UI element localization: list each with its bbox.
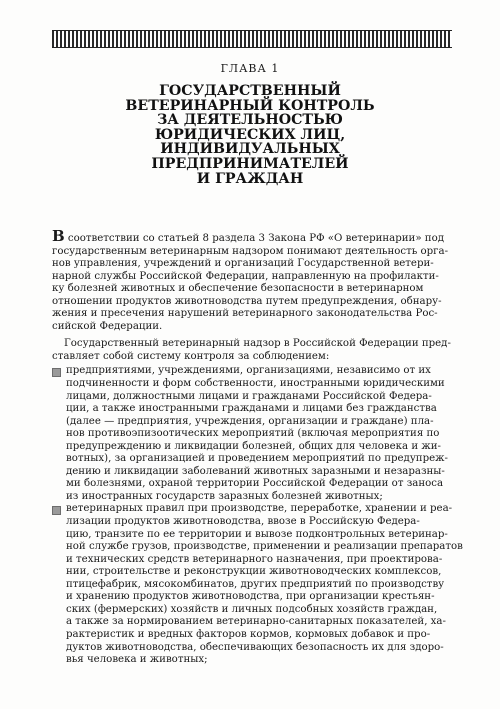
text-line: нов противоэпизоотических мероприятий (включая мероприятия по xyxy=(66,428,440,440)
decorative-header-band xyxy=(52,30,452,48)
text-line: из иностранных государств заразных болезней животных; xyxy=(66,490,383,502)
text-line: цию, транзите по ее территории и вывозе подконтрольных ветеринар- xyxy=(66,528,448,540)
text-line: и технических средств ветеринарного назначения, при проектирова- xyxy=(66,553,443,565)
bullet-list xyxy=(52,365,463,666)
text-line: Государственный ветеринарный надзор в Российской Федерации пред- xyxy=(64,338,451,350)
text-line: нарной службы Российской Федерации, направленную на профилакти- xyxy=(52,270,439,282)
text-line: дуктов животноводства, обеспечивающих безопасность их для здоро- xyxy=(66,641,444,653)
title-line: ИНДИВИДУАЛЬНЫХ xyxy=(160,141,340,158)
title-line: ГОСУДАРСТВЕННЫЙ xyxy=(159,83,341,99)
text-line: нии, строительстве и реконструкции животноводческих комплексов, xyxy=(66,566,442,578)
text-line: лизации продуктов животноводства, ввозе в Российскую Федера- xyxy=(66,516,420,528)
text-line: ветеринарных правил при производстве, переработке, хранении и реа- xyxy=(66,503,453,515)
square-bullet-icon xyxy=(52,506,61,515)
text-line xyxy=(52,227,452,246)
body-text xyxy=(52,227,463,667)
text-line: ции, а также иностранными гражданами и лицами без гражданства xyxy=(66,403,437,415)
title-line: ПРЕДПРИНИМАТЕЛЕЙ xyxy=(151,155,349,172)
title-line: ЮРИДИЧЕСКИХ ЛИЦ, xyxy=(154,126,346,143)
text-line: нов управления, учреждений и организаций Государственной ветери- xyxy=(52,258,434,270)
text-line: предупреждению и ликвидации болезней, общих для человека и жи- xyxy=(66,440,441,452)
text-line: ских (фермерских) хозяйств и личных подсобных хозяйств граждан, xyxy=(66,603,438,615)
text-line: сийской Федерации. xyxy=(52,320,163,332)
text-line: рактеристик и вредных факторов кормов, кормовых добавок и про- xyxy=(66,628,431,640)
text-line: ку болезней животных и обеспечение безопасности в ветеринарном xyxy=(52,283,424,295)
text-line: подчиненности и форм собственности, иностранными юридическими xyxy=(66,378,445,390)
square-bullet-icon xyxy=(52,368,61,377)
drop-cap: В xyxy=(52,227,65,245)
text-line: ной службе грузов, производстве, применении и реализации препаратов xyxy=(66,541,463,553)
title-line: ЗА ДЕЯТЕЛЬНОСТЬЮ xyxy=(157,112,343,129)
text-line: вотных), за организацией и проведением мероприятий по предупреж- xyxy=(66,453,448,465)
text-line: дению и ликвидации заболеваний животных заразными и незаразны- xyxy=(66,465,445,477)
text-line: и хранению продуктов животноводства, при организации крестьян- xyxy=(66,591,435,603)
text-line: птицефабрик, мясокомбинатов, других предприятий по производству xyxy=(66,578,445,590)
paragraph-intro xyxy=(52,227,452,333)
chapter-title xyxy=(90,84,410,186)
text-line: а также за нормированием ветеринарно-санитарных показателей, ха- xyxy=(66,616,446,628)
text-line: отношении продуктов животноводства путем предупреждения, обнару- xyxy=(52,295,442,307)
text-line: государственным ветеринарным надзором понимают деятельность орга- xyxy=(52,245,449,257)
title-line: И ГРАЖДАН xyxy=(196,170,304,187)
text-line: жения и пресечения нарушений ветеринарного законодательства Рос- xyxy=(52,308,438,320)
text-line: предприятиями, учреждениями, организациями, независимо от их xyxy=(66,365,431,377)
text-line: вья человека и животных; xyxy=(66,654,208,666)
text-line: лицами, должностными лицами и гражданами Российской Федера- xyxy=(66,390,432,402)
text-line-content: соответствии со статьей 8 раздела 3 Закона РФ «О ветеринарии» под xyxy=(64,233,445,244)
paragraph-system xyxy=(52,338,452,363)
title-line: ВЕТЕРИНАРНЫЙ КОНТРОЛЬ xyxy=(125,97,375,114)
text-line: ставляет собой систему контроля за соблюдением: xyxy=(52,350,330,362)
list-item xyxy=(52,503,463,666)
text-line: (далее — предприятия, учреждения, организации и граждане) пла- xyxy=(66,415,434,427)
list-item xyxy=(52,365,452,503)
text-line: ми болезнями, охраной территории Российской Федерации от заноса xyxy=(66,478,444,490)
chapter-label: ГЛАВА 1 xyxy=(220,62,280,75)
